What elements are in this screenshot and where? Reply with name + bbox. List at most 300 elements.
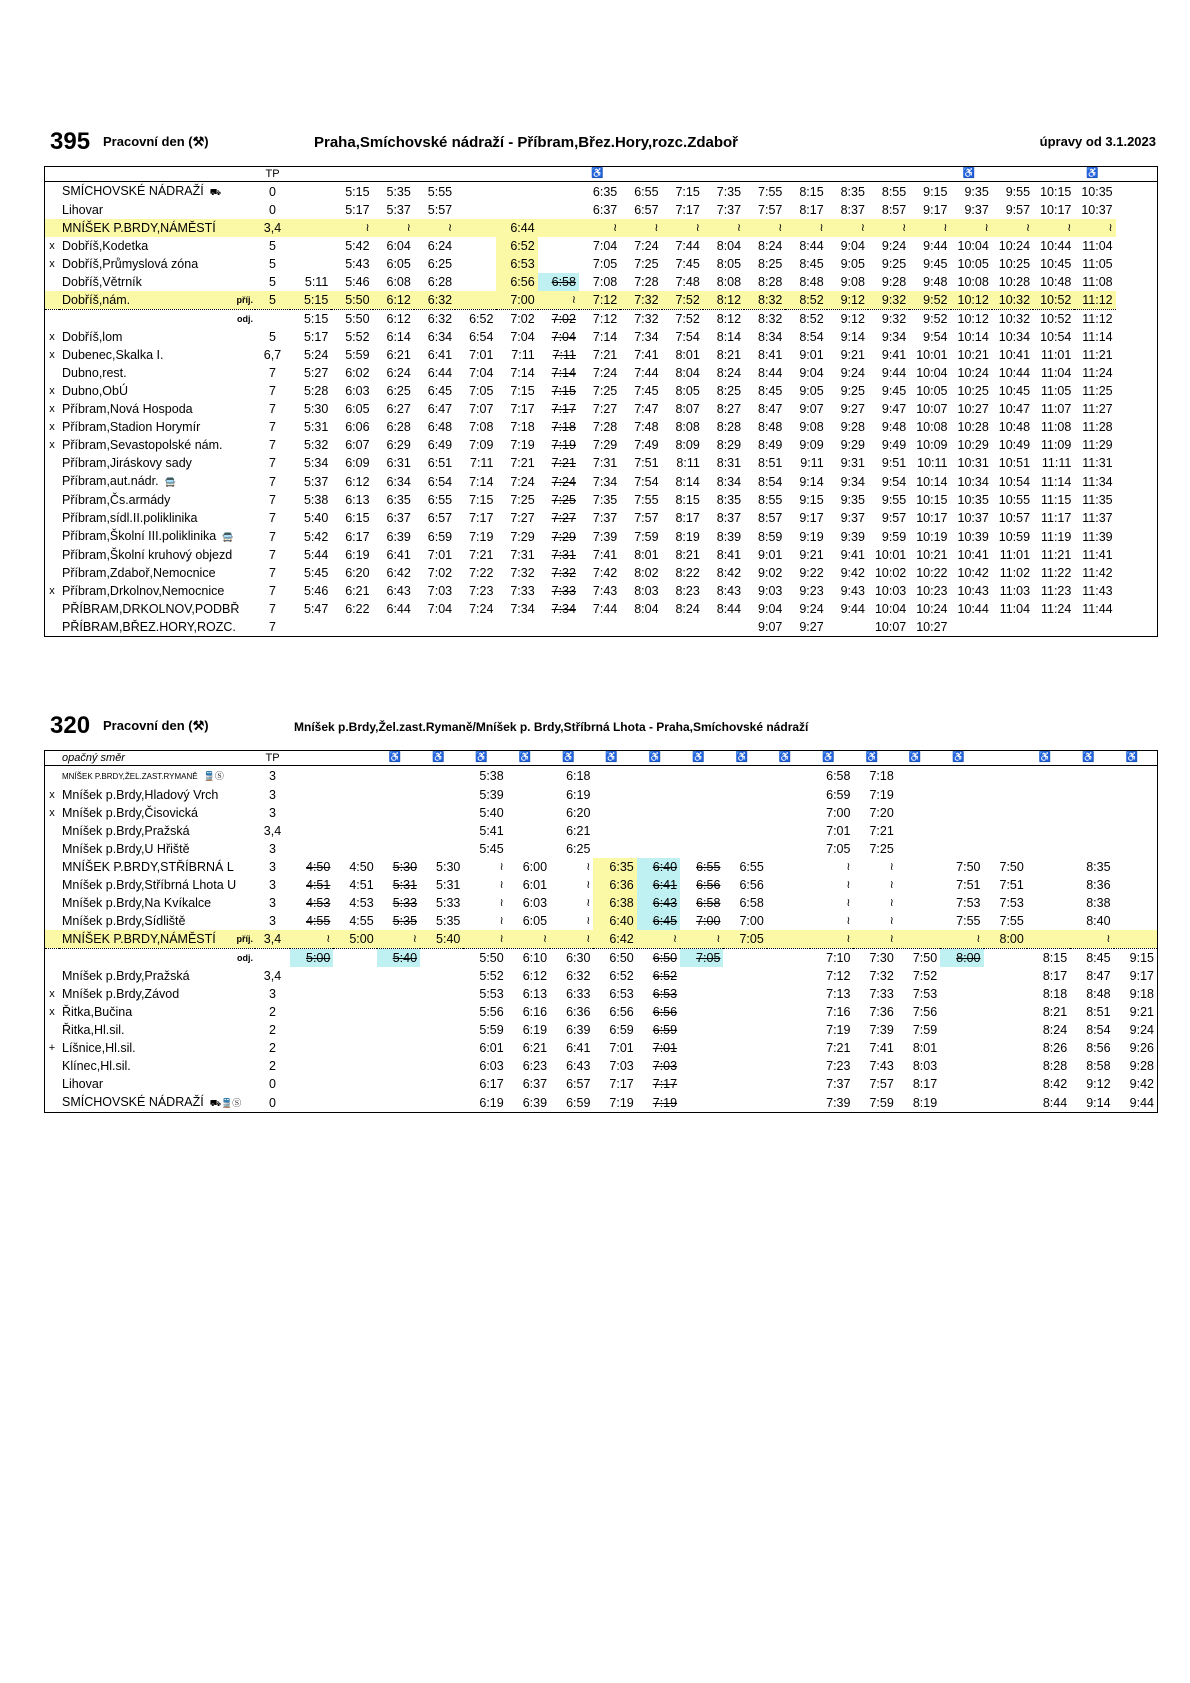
time-cell: 6:36 bbox=[593, 876, 636, 894]
time-cell bbox=[992, 618, 1033, 636]
time-cell: 10:39 bbox=[957, 529, 989, 544]
time-cell: 10:08 bbox=[916, 420, 948, 434]
time-cell: 9:45 bbox=[881, 384, 907, 398]
time-cell: 8:52 bbox=[799, 312, 824, 326]
stop-marker bbox=[45, 364, 59, 382]
time-cell: 11:21 bbox=[1082, 348, 1113, 362]
stop-marker bbox=[45, 273, 59, 291]
time-cell: 11:04 bbox=[1040, 366, 1072, 380]
time-cell bbox=[723, 1057, 766, 1075]
time-cell bbox=[333, 840, 376, 858]
stop-name-text: Dobříš,Větrník bbox=[62, 275, 142, 289]
time-cell: 9:39 bbox=[840, 529, 865, 544]
time-cell: 6:59 bbox=[566, 1095, 591, 1110]
time-cell: 9:08 bbox=[799, 420, 824, 434]
skip-marker: ≀ bbox=[1033, 219, 1074, 237]
time-cell: 6:58 bbox=[739, 896, 764, 910]
time-cell: 9:03 bbox=[758, 584, 783, 598]
time-cell: 8:29 bbox=[716, 438, 742, 452]
time-cell: 10:47 bbox=[998, 402, 1031, 416]
time-cell: 8:34 bbox=[716, 474, 742, 489]
time-cell: 9:43 bbox=[840, 584, 865, 598]
time-cell: 10:17 bbox=[916, 511, 948, 525]
tariff-zone: 7 bbox=[269, 474, 276, 489]
time-cell: 6:55 bbox=[634, 184, 659, 199]
time-cell: 6:55 bbox=[427, 493, 453, 507]
time-cell: 6:51 bbox=[427, 456, 453, 470]
time-cell bbox=[377, 840, 420, 858]
time-cell: 4:55 bbox=[349, 914, 374, 928]
departure-row bbox=[45, 949, 1157, 968]
timetable-row bbox=[45, 273, 1157, 291]
skip-marker: ≀ bbox=[846, 878, 851, 891]
stop-name-text: Mníšek p.Brdy,Na Kvíkalce bbox=[62, 896, 212, 910]
time-cell: 5:46 bbox=[303, 584, 329, 598]
time-cell: 8:55 bbox=[758, 493, 783, 507]
time-cell bbox=[897, 840, 940, 858]
time-cell bbox=[455, 237, 496, 255]
time-cell bbox=[897, 804, 940, 822]
time-cell bbox=[593, 822, 636, 840]
skip-marker: ≀ bbox=[703, 219, 744, 237]
header-cell bbox=[992, 167, 1033, 182]
time-cell bbox=[1070, 840, 1113, 858]
wheelchair-icon: ♿ bbox=[637, 751, 680, 766]
stop-marker bbox=[45, 219, 59, 237]
time-cell: 7:57 bbox=[634, 511, 659, 525]
time-cell: 7:42 bbox=[592, 566, 618, 580]
stop-name-text: Mníšek p.Brdy,Hladový Vrch bbox=[62, 788, 219, 802]
time-cell: 9:42 bbox=[840, 566, 865, 580]
timetable-row bbox=[45, 328, 1157, 346]
tariff-zone: 3,4 bbox=[255, 219, 290, 237]
time-cell: 5:30 bbox=[303, 402, 329, 416]
time-cell: 7:24 bbox=[592, 366, 618, 380]
skip-marker: ≀ bbox=[331, 219, 372, 237]
time-cell bbox=[377, 1003, 420, 1021]
timetable-row bbox=[45, 822, 1157, 840]
time-cell bbox=[1027, 930, 1070, 949]
time-cell bbox=[333, 1003, 376, 1021]
route-title: Mníšek p.Brdy,Žel.zast.Rymaně/Mníšek p. Brdy,Stříbrná Lhota - Praha,Smíchovské nádraží bbox=[294, 720, 809, 734]
time-cell: 9:05 bbox=[799, 384, 824, 398]
stop-marker bbox=[45, 509, 59, 527]
header-cell bbox=[1116, 167, 1157, 182]
time-cell: 7:35 bbox=[716, 184, 742, 199]
time-cell: 7:33 bbox=[869, 987, 894, 1001]
time-cell: 8:00 bbox=[984, 930, 1027, 949]
time-cell: 7:00 bbox=[826, 806, 851, 820]
time-cell: 5:17 bbox=[303, 330, 329, 344]
time-cell: 7:21 bbox=[469, 548, 494, 562]
time-cell: 6:20 bbox=[345, 566, 370, 580]
time-cell: 8:40 bbox=[1086, 914, 1111, 928]
stop-name bbox=[59, 1093, 255, 1112]
time-cell: 7:19 bbox=[826, 1023, 851, 1037]
stop-name-text: Mníšek p.Brdy,Pražská bbox=[62, 824, 190, 838]
stop-marker bbox=[45, 930, 59, 949]
time-cell: 9:12 bbox=[840, 312, 865, 326]
time-cell: 7:31 bbox=[510, 548, 535, 562]
time-cell bbox=[940, 1057, 983, 1075]
time-cell: 8:45 bbox=[758, 384, 783, 398]
time-cell bbox=[290, 840, 333, 858]
time-cell: 9:41 bbox=[881, 348, 907, 362]
time-cell bbox=[827, 618, 868, 636]
timetable-row bbox=[45, 418, 1157, 436]
time-cell: 11:04 bbox=[1082, 239, 1113, 253]
time-cell: 7:22 bbox=[469, 566, 494, 580]
time-cell: 5:50 bbox=[331, 291, 372, 310]
time-cell bbox=[333, 1057, 376, 1075]
time-cell: 6:35 bbox=[386, 493, 411, 507]
skip-marker: ≀ bbox=[951, 219, 992, 237]
time-cell: 10:08 bbox=[957, 275, 989, 289]
time-cell: 9:04 bbox=[840, 239, 865, 253]
time-cell: 11:25 bbox=[1082, 384, 1113, 398]
time-cell bbox=[290, 1075, 333, 1093]
time-cell: 4:50 bbox=[306, 860, 331, 874]
time-cell: 9:14 bbox=[840, 330, 865, 344]
time-cell: 11:17 bbox=[1040, 511, 1072, 525]
time-cell: 6:56 bbox=[739, 878, 764, 892]
time-cell bbox=[538, 182, 579, 202]
timetable-row bbox=[45, 219, 1157, 237]
time-cell: 8:21 bbox=[675, 548, 700, 562]
tariff-zone: 3 bbox=[269, 860, 276, 874]
time-cell bbox=[940, 1093, 983, 1112]
time-cell: 6:22 bbox=[345, 602, 370, 616]
time-cell bbox=[897, 876, 940, 894]
time-cell bbox=[723, 766, 766, 787]
time-cell bbox=[333, 804, 376, 822]
time-cell: 8:51 bbox=[758, 456, 783, 470]
time-cell bbox=[1027, 822, 1070, 840]
time-cell: 5:46 bbox=[345, 275, 370, 289]
time-cell: 7:32 bbox=[869, 969, 894, 983]
time-cell: 6:44 bbox=[386, 602, 411, 616]
tariff-zone: 5 bbox=[269, 330, 276, 344]
stop-name bbox=[59, 766, 255, 787]
time-cell: 6:32 bbox=[566, 969, 591, 983]
time-cell: 8:32 bbox=[758, 312, 783, 326]
time-cell: 7:12 bbox=[826, 969, 851, 983]
time-cell bbox=[940, 1039, 983, 1057]
time-cell: 7:12 bbox=[579, 291, 620, 310]
time-cell: 5:42 bbox=[345, 239, 370, 253]
time-cell bbox=[767, 1003, 810, 1021]
time-cell bbox=[984, 949, 1027, 968]
time-cell: 7:39 bbox=[826, 1095, 851, 1110]
stop-marker: x bbox=[49, 789, 55, 801]
wheelchair-icon: ♿ bbox=[767, 751, 810, 766]
time-cell: 7:54 bbox=[634, 474, 659, 489]
time-cell: 8:18 bbox=[1042, 987, 1068, 1001]
time-cell bbox=[767, 786, 810, 804]
time-cell bbox=[377, 1021, 420, 1039]
time-cell: 9:09 bbox=[799, 438, 824, 452]
time-cell bbox=[455, 219, 496, 237]
stop-name bbox=[59, 472, 255, 491]
time-cell: 5:45 bbox=[303, 566, 329, 580]
stop-name-text: Dubno,rest. bbox=[62, 366, 127, 380]
time-cell: 10:14 bbox=[916, 474, 948, 489]
time-cell: 6:19 bbox=[522, 1023, 548, 1037]
time-cell: 9:35 bbox=[964, 184, 989, 199]
time-cell: 11:29 bbox=[1082, 438, 1113, 452]
time-cell: 11:08 bbox=[1082, 275, 1113, 289]
header-cell bbox=[496, 167, 537, 182]
time-cell: 8:37 bbox=[716, 511, 742, 525]
time-cell: 7:48 bbox=[634, 420, 659, 434]
stop-marker bbox=[45, 876, 59, 894]
time-cell bbox=[455, 255, 496, 273]
time-cell: 6:39 bbox=[386, 529, 411, 544]
time-cell: 7:20 bbox=[869, 806, 894, 820]
time-cell: 6:13 bbox=[345, 493, 370, 507]
tariff-zone: 3 bbox=[269, 788, 276, 802]
time-cell: 8:23 bbox=[675, 584, 700, 598]
time-cell: 10:05 bbox=[957, 257, 989, 271]
tariff-zone: 3,4 bbox=[263, 969, 282, 983]
time-cell: 10:04 bbox=[957, 239, 989, 253]
timetable-row bbox=[45, 291, 1157, 310]
time-cell: 7:41 bbox=[634, 348, 659, 362]
time-cell bbox=[637, 786, 680, 804]
time-cell: 7:51 bbox=[999, 878, 1024, 892]
time-cell: 9:17 bbox=[1129, 969, 1154, 983]
tariff-zone: 5 bbox=[255, 291, 290, 310]
skip-marker: ≀ bbox=[637, 930, 680, 949]
time-cell: 10:04 bbox=[874, 602, 907, 616]
time-cell bbox=[723, 1093, 766, 1112]
time-cell: 10:07 bbox=[874, 620, 907, 634]
stop-name-text: MNÍŠEK P.BRDY,NÁMĚSTÍ bbox=[62, 932, 216, 946]
tariff-zone bbox=[255, 310, 290, 329]
skip-marker: ≀ bbox=[889, 896, 894, 909]
time-cell: 5:31 bbox=[303, 420, 329, 434]
stop-name bbox=[59, 1021, 255, 1039]
time-cell: 7:02 bbox=[510, 312, 535, 326]
time-cell bbox=[637, 804, 680, 822]
wheelchair-icon: ♿ bbox=[377, 751, 420, 766]
skip-marker: ≀ bbox=[846, 860, 851, 873]
time-cell: 11:28 bbox=[1082, 420, 1113, 434]
time-cell: 7:19 bbox=[551, 438, 576, 452]
time-cell bbox=[1114, 822, 1157, 840]
time-cell bbox=[897, 822, 940, 840]
time-cell bbox=[984, 985, 1027, 1003]
time-cell: 7:17 bbox=[510, 402, 535, 416]
timetable-395 bbox=[44, 166, 1158, 637]
skip-marker: ≀ bbox=[940, 930, 983, 949]
time-cell bbox=[767, 1075, 810, 1093]
time-cell bbox=[377, 786, 420, 804]
tariff-zone: 3 bbox=[269, 842, 276, 856]
time-cell bbox=[290, 786, 333, 804]
time-cell: 4:53 bbox=[306, 896, 331, 910]
timetable-row bbox=[45, 527, 1157, 546]
time-cell: 7:19 bbox=[609, 1095, 634, 1110]
time-cell: 11:02 bbox=[999, 566, 1031, 580]
time-cell: 6:58 bbox=[826, 769, 851, 783]
time-cell bbox=[420, 1021, 463, 1039]
tariff-zone: 6,7 bbox=[263, 348, 282, 362]
time-cell: 5:24 bbox=[303, 348, 329, 362]
time-cell: 8:34 bbox=[758, 330, 783, 344]
time-cell bbox=[723, 840, 766, 858]
time-cell: 7:54 bbox=[675, 330, 700, 344]
time-cell: 8:44 bbox=[1042, 1095, 1068, 1110]
time-cell: 7:44 bbox=[592, 602, 618, 616]
skip-marker: ≀ bbox=[463, 930, 506, 949]
stop-name-text: Příbram,Zdaboř,Nemocnice bbox=[62, 566, 216, 580]
time-cell: 7:14 bbox=[469, 474, 494, 489]
tariff-zone: 7 bbox=[269, 620, 276, 634]
time-cell: 11:23 bbox=[1040, 584, 1072, 598]
time-cell: 6:12 bbox=[345, 474, 370, 489]
time-cell: 6:05 bbox=[386, 257, 411, 271]
time-cell bbox=[333, 1039, 376, 1057]
time-cell: 11:27 bbox=[1082, 402, 1113, 416]
stop-name bbox=[59, 509, 255, 527]
tariff-zone: 7 bbox=[269, 402, 276, 416]
tariff-zone: 7 bbox=[269, 420, 276, 434]
time-cell bbox=[290, 1093, 333, 1112]
time-cell: 7:47 bbox=[634, 402, 659, 416]
time-cell bbox=[767, 804, 810, 822]
time-cell: 6:21 bbox=[345, 584, 370, 598]
stop-name-text: PŘÍBRAM,DRKOLNOV,PODBŘ bbox=[62, 602, 240, 616]
time-cell bbox=[420, 766, 463, 787]
stop-name bbox=[59, 858, 255, 876]
time-cell: 10:22 bbox=[916, 566, 948, 580]
time-cell bbox=[984, 1003, 1027, 1021]
time-cell bbox=[507, 786, 550, 804]
time-cell bbox=[723, 1039, 766, 1057]
time-cell: 10:05 bbox=[916, 384, 948, 398]
time-cell bbox=[333, 949, 376, 968]
skip-marker: ≀ bbox=[680, 930, 723, 949]
time-cell: 5:17 bbox=[345, 203, 370, 217]
time-cell: 8:15 bbox=[675, 493, 700, 507]
time-cell: 7:50 bbox=[999, 860, 1024, 874]
time-cell: 8:48 bbox=[1086, 987, 1111, 1001]
time-cell: 10:28 bbox=[998, 275, 1031, 289]
time-cell: 6:05 bbox=[522, 914, 548, 928]
time-cell: 9:12 bbox=[827, 291, 868, 310]
timetable-row bbox=[45, 1003, 1157, 1021]
stop-name-text: Příbram,Školní kruhový objezd bbox=[62, 548, 233, 562]
header-cell bbox=[538, 167, 579, 182]
time-cell bbox=[940, 1075, 983, 1093]
stop-name-text: MNÍŠEK P.BRDY,STŘÍBRNÁ L bbox=[62, 860, 234, 874]
time-cell: 5:00 bbox=[333, 930, 376, 949]
time-cell bbox=[767, 930, 810, 949]
time-cell: 7:24 bbox=[634, 239, 659, 253]
time-cell bbox=[984, 804, 1027, 822]
timetable-row bbox=[45, 840, 1157, 858]
stop-marker bbox=[45, 310, 59, 329]
time-cell bbox=[496, 201, 537, 219]
time-cell: 8:32 bbox=[744, 291, 785, 310]
time-cell: 6:27 bbox=[386, 402, 411, 416]
header-cell bbox=[331, 167, 372, 182]
time-cell bbox=[897, 858, 940, 876]
time-cell: 7:18 bbox=[510, 420, 535, 434]
timetable-row bbox=[45, 582, 1157, 600]
timetable-row bbox=[45, 491, 1157, 509]
time-cell: 9:31 bbox=[840, 456, 865, 470]
timetable-320 bbox=[44, 750, 1158, 1113]
time-cell: 7:19 bbox=[469, 529, 494, 544]
stop-name bbox=[59, 454, 255, 472]
stop-name-text: Mníšek p.Brdy,Pražská bbox=[62, 969, 190, 983]
time-cell: 9:28 bbox=[881, 275, 907, 289]
time-cell bbox=[637, 766, 680, 787]
time-cell: 6:24 bbox=[427, 239, 453, 253]
skip-marker: ≀ bbox=[290, 930, 333, 949]
stop-name bbox=[59, 219, 255, 237]
time-cell bbox=[538, 219, 579, 237]
time-cell bbox=[662, 618, 703, 636]
time-cell bbox=[723, 949, 766, 968]
time-cell: 5:35 bbox=[392, 914, 418, 928]
time-cell bbox=[420, 1093, 463, 1112]
header-cell bbox=[290, 167, 331, 182]
time-cell: 7:00 bbox=[496, 291, 537, 310]
time-cell bbox=[420, 804, 463, 822]
time-cell: 10:32 bbox=[998, 312, 1031, 326]
time-cell: 7:07 bbox=[469, 402, 494, 416]
time-cell bbox=[940, 766, 983, 787]
tariff-zone: 2 bbox=[269, 1059, 276, 1073]
time-cell: 7:04 bbox=[427, 602, 453, 616]
skip-marker: ≀ bbox=[586, 896, 591, 909]
header-marker bbox=[45, 751, 59, 766]
time-cell: 6:57 bbox=[566, 1077, 591, 1091]
timetable-row bbox=[45, 930, 1157, 949]
time-cell: 7:14 bbox=[592, 330, 618, 344]
time-cell: 8:35 bbox=[840, 184, 865, 199]
time-cell bbox=[637, 840, 680, 858]
stop-name-text: Dobříš,lom bbox=[62, 330, 123, 344]
time-cell: 6:25 bbox=[386, 384, 411, 398]
time-cell: 10:17 bbox=[1040, 203, 1072, 217]
timetable-row bbox=[45, 454, 1157, 472]
time-cell: 7:36 bbox=[869, 1005, 894, 1019]
time-cell: 8:28 bbox=[1042, 1059, 1068, 1073]
time-cell: 5:33 bbox=[436, 896, 461, 910]
time-cell: 11:42 bbox=[1082, 566, 1113, 580]
time-cell: 7:15 bbox=[469, 493, 494, 507]
skip-marker: ≀ bbox=[499, 860, 504, 873]
tariff-zone: 2 bbox=[269, 1005, 276, 1019]
line-number: 395 bbox=[50, 128, 91, 155]
time-cell: 10:04 bbox=[916, 366, 948, 380]
time-cell bbox=[290, 201, 331, 219]
stop-marker: x bbox=[49, 385, 55, 397]
header-marker bbox=[45, 167, 59, 182]
time-cell: 11:19 bbox=[1040, 529, 1072, 544]
time-cell: 9:24 bbox=[881, 239, 907, 253]
time-cell: 6:45 bbox=[427, 384, 453, 398]
time-cell: 8:39 bbox=[716, 529, 742, 544]
time-cell: 9:15 bbox=[799, 493, 824, 507]
time-cell: 5:32 bbox=[303, 438, 329, 452]
time-cell: 5:30 bbox=[392, 860, 418, 874]
time-cell: 10:24 bbox=[957, 366, 989, 380]
